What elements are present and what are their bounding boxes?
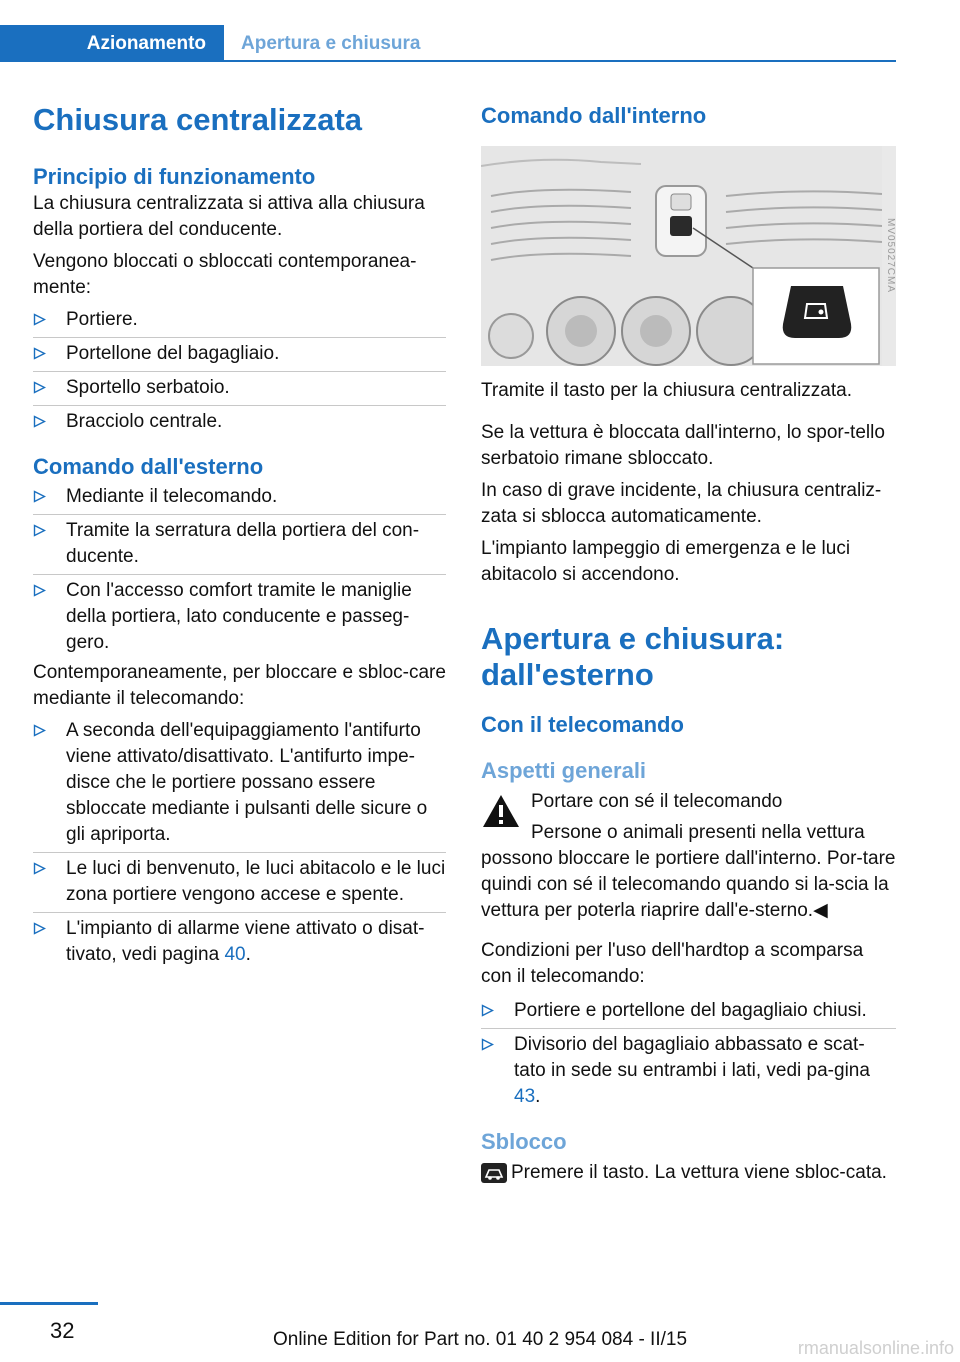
figure-code: MV05027CMA (885, 218, 896, 294)
inside-para-2: In caso di grave incidente, la chiusura centraliz‐zata si sblocca automaticamente. (481, 480, 882, 527)
section-tab[interactable]: Azionamento (0, 25, 224, 62)
page-number: 32 (50, 1318, 75, 1343)
triangle-bullet-icon (481, 1038, 494, 1051)
edition-text: Online Edition for Part no. 01 40 2 954 084 - II/15 (272, 1329, 688, 1350)
conditions-list (481, 995, 896, 1114)
dashboard-figure (481, 146, 896, 366)
warning-text-first: Persone o animali presenti nella vettura (531, 822, 865, 843)
dashboard-illustration (481, 146, 882, 366)
section-title: Apertura e chiusura: dall'esterno (481, 621, 785, 692)
principle-heading: Principio di funzionamento (33, 164, 316, 189)
page-title: Chiusura centralizzata (33, 102, 363, 137)
triangle-bullet-icon (33, 347, 46, 360)
outside-para: Contemporaneamente, per bloccare e sbloc‐care mediante il telecomando: (33, 662, 446, 709)
list-item: A seconda dell'equipaggiamento l'antifurto viene attivato/disattivato. L'antifurto impe‐disce che le portiere possano essere sbloccate mediante i pulsanti delle sicure o gli apriporta. (33, 715, 446, 853)
left-column (33, 96, 446, 972)
list-item: Portiere. (33, 304, 446, 338)
warning-icon (481, 793, 521, 829)
list-item: L'impianto di allarme viene attivato o disat‐tivato, vedi pagina 40. (33, 913, 446, 972)
outside-heading: Comando dall'esterno (33, 454, 264, 479)
warning-title: Portare con sé il telecomando (531, 791, 783, 812)
list-item: Tramite la serratura della portiera del con‐ducente. (33, 515, 446, 575)
unlock-text: Premere il tasto. La vettura viene sbloc‐cata. (481, 1160, 896, 1186)
list-item: Le luci di benvenuto, le luci abitacolo e le luci zona portiere vengono accese e spente. (33, 853, 446, 913)
header-bar (0, 25, 960, 62)
triangle-bullet-icon (33, 584, 46, 597)
outside-list-2 (33, 715, 446, 972)
inside-para-1: Se la vettura è bloccata dall'interno, lo spor‐tello serbatoio rimane sbloccato. (481, 422, 885, 469)
list-item: Sportello serbatoio. (33, 372, 446, 406)
page-link-40[interactable]: 40 (224, 944, 246, 965)
principle-list (33, 304, 446, 439)
inside-para-3: L'impianto lampeggio di emergenza e le luci abitacolo si accendono. (481, 538, 851, 585)
watermark: rmanualsonline.info (797, 1338, 954, 1358)
list-item: Divisorio del bagagliaio abbassato e scat‐tato in sede su entrambi i lati, vedi pa‐gina 43. (481, 1029, 896, 1114)
principle-para-2: Vengono bloccati o sbloccati contemporanea‐mente: (33, 251, 417, 298)
triangle-bullet-icon (481, 1004, 494, 1017)
warning-block (481, 789, 896, 924)
triangle-bullet-icon (33, 490, 46, 503)
triangle-bullet-icon (33, 313, 46, 326)
principle-para-1: La chiusura centralizzata si attiva alla chiusura della portiera del conducente. (33, 193, 425, 240)
warning-text-rest: possono bloccare le portiere dall'interno. Por‐tare quindi con sé il telecomando quando si la‐scia la vettura per poterla riaprire dall'e‐sterno.◀ (481, 848, 896, 921)
triangle-bullet-icon (33, 862, 46, 875)
list-item: Portiere e portellone del bagagliaio chiusi. (481, 995, 896, 1029)
figure-caption: Tramite il tasto per la chiusura centralizzata. (481, 380, 853, 401)
triangle-bullet-icon (33, 724, 46, 737)
unlock-heading: Sblocco (481, 1129, 567, 1154)
unlock-car-icon (481, 1163, 507, 1183)
list-item: Mediante il telecomando. (33, 481, 446, 515)
page-link-43[interactable]: 43 (514, 1086, 536, 1107)
footer-rule (0, 1302, 98, 1305)
list-item: Bracciolo centrale. (33, 406, 446, 439)
triangle-bullet-icon (33, 415, 46, 428)
general-heading: Aspetti generali (481, 758, 647, 783)
list-item: Portellone del bagagliaio. (33, 338, 446, 372)
header-rule (224, 60, 896, 62)
inside-heading: Comando dall'interno (481, 103, 707, 128)
chapter-tab[interactable]: Apertura e chiusura (241, 33, 421, 54)
remote-heading: Con il telecomando (481, 712, 684, 737)
triangle-bullet-icon (33, 922, 46, 935)
triangle-bullet-icon (33, 524, 46, 537)
conditions-para: Condizioni per l'uso dell'hardtop a scomparsa con il telecomando: (481, 940, 864, 987)
triangle-bullet-icon (33, 381, 46, 394)
right-column (481, 96, 896, 1186)
list-item: Con l'accesso comfort tramite le maniglie della portiera, lato conducente e passeg‐gero. (33, 575, 446, 660)
outside-list (33, 481, 446, 660)
